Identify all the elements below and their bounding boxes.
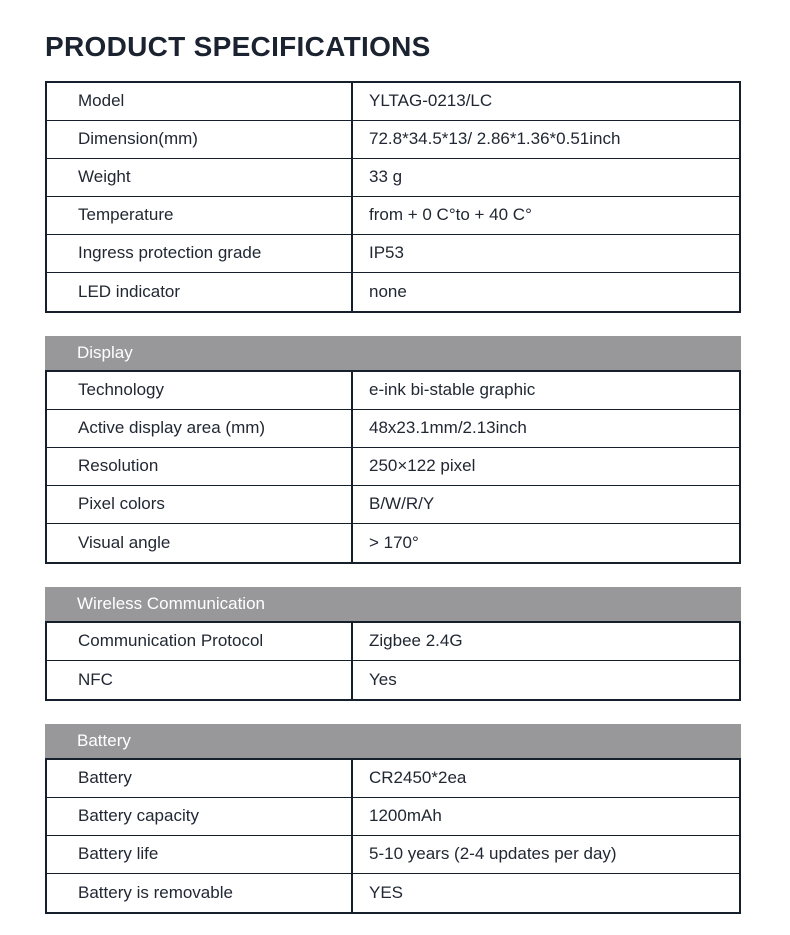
spec-value: YES xyxy=(369,882,404,902)
spec-label: Technology xyxy=(47,372,353,409)
spec-value: 33 g xyxy=(369,167,403,187)
spec-label: Battery xyxy=(47,760,353,797)
spec-value: 1200mAh xyxy=(369,806,442,826)
spec-value: CR2450*2ea xyxy=(369,768,467,788)
table-row xyxy=(47,524,739,562)
spec-label: Dimension(mm) xyxy=(47,121,353,158)
spec-value: Zigbee 2.4G xyxy=(369,631,463,651)
spec-label: LED indicator xyxy=(47,273,353,311)
page-title: PRODUCT SPECIFICATIONS xyxy=(45,31,431,62)
spec-label: Communication Protocol xyxy=(47,623,353,660)
spec-value: 5-10 years (2-4 updates per day) xyxy=(369,844,617,864)
spec-section xyxy=(45,81,741,313)
spec-section xyxy=(45,587,741,701)
table-row xyxy=(47,235,739,273)
spec-label: Active display area (mm) xyxy=(47,410,353,447)
spec-value: 72.8*34.5*13/ 2.86*1.36*0.51inch xyxy=(369,129,621,149)
spec-value: 48x23.1mm/2.13inch xyxy=(369,418,527,438)
spec-label: Battery is removable xyxy=(47,874,353,912)
spec-table xyxy=(45,621,741,701)
table-row xyxy=(47,836,739,874)
spec-value: IP53 xyxy=(369,243,404,263)
table-row xyxy=(47,372,739,410)
spec-value: B/W/R/Y xyxy=(369,494,435,514)
spec-section xyxy=(45,724,741,914)
section-header: Battery xyxy=(45,724,741,758)
spec-label: Visual angle xyxy=(47,524,353,562)
table-row xyxy=(47,448,739,486)
spec-value: none xyxy=(369,281,407,301)
table-row xyxy=(47,410,739,448)
spec-sections xyxy=(45,81,741,914)
section-header: Display xyxy=(45,336,741,370)
table-row xyxy=(47,197,739,235)
spec-label: Temperature xyxy=(47,197,353,234)
table-row xyxy=(47,760,739,798)
section-header: Wireless Communication xyxy=(45,587,741,621)
spec-value: 250×122 pixel xyxy=(369,456,476,476)
spec-section xyxy=(45,336,741,564)
spec-label: Model xyxy=(47,83,353,120)
table-row xyxy=(47,874,739,912)
table-row xyxy=(47,159,739,197)
spec-table xyxy=(45,370,741,564)
table-row xyxy=(47,486,739,524)
table-row xyxy=(47,623,739,661)
spec-value: > 170° xyxy=(369,532,419,552)
spec-label: Battery life xyxy=(47,836,353,873)
spec-value: Yes xyxy=(369,669,397,689)
table-row xyxy=(47,661,739,699)
spec-label: Ingress protection grade xyxy=(47,235,353,272)
table-row xyxy=(47,798,739,836)
spec-label: NFC xyxy=(47,661,353,699)
table-row xyxy=(47,273,739,311)
table-row xyxy=(47,83,739,121)
spec-label: Battery capacity xyxy=(47,798,353,835)
spec-label: Resolution xyxy=(47,448,353,485)
spec-table xyxy=(45,758,741,914)
spec-value: e-ink bi-stable graphic xyxy=(369,380,536,400)
spec-table xyxy=(45,81,741,313)
spec-label: Weight xyxy=(47,159,353,196)
spec-value: from + 0 C°to + 40 C° xyxy=(369,205,532,225)
spec-label: Pixel colors xyxy=(47,486,353,523)
spec-value: YLTAG-0213/LC xyxy=(369,91,493,111)
table-row xyxy=(47,121,739,159)
